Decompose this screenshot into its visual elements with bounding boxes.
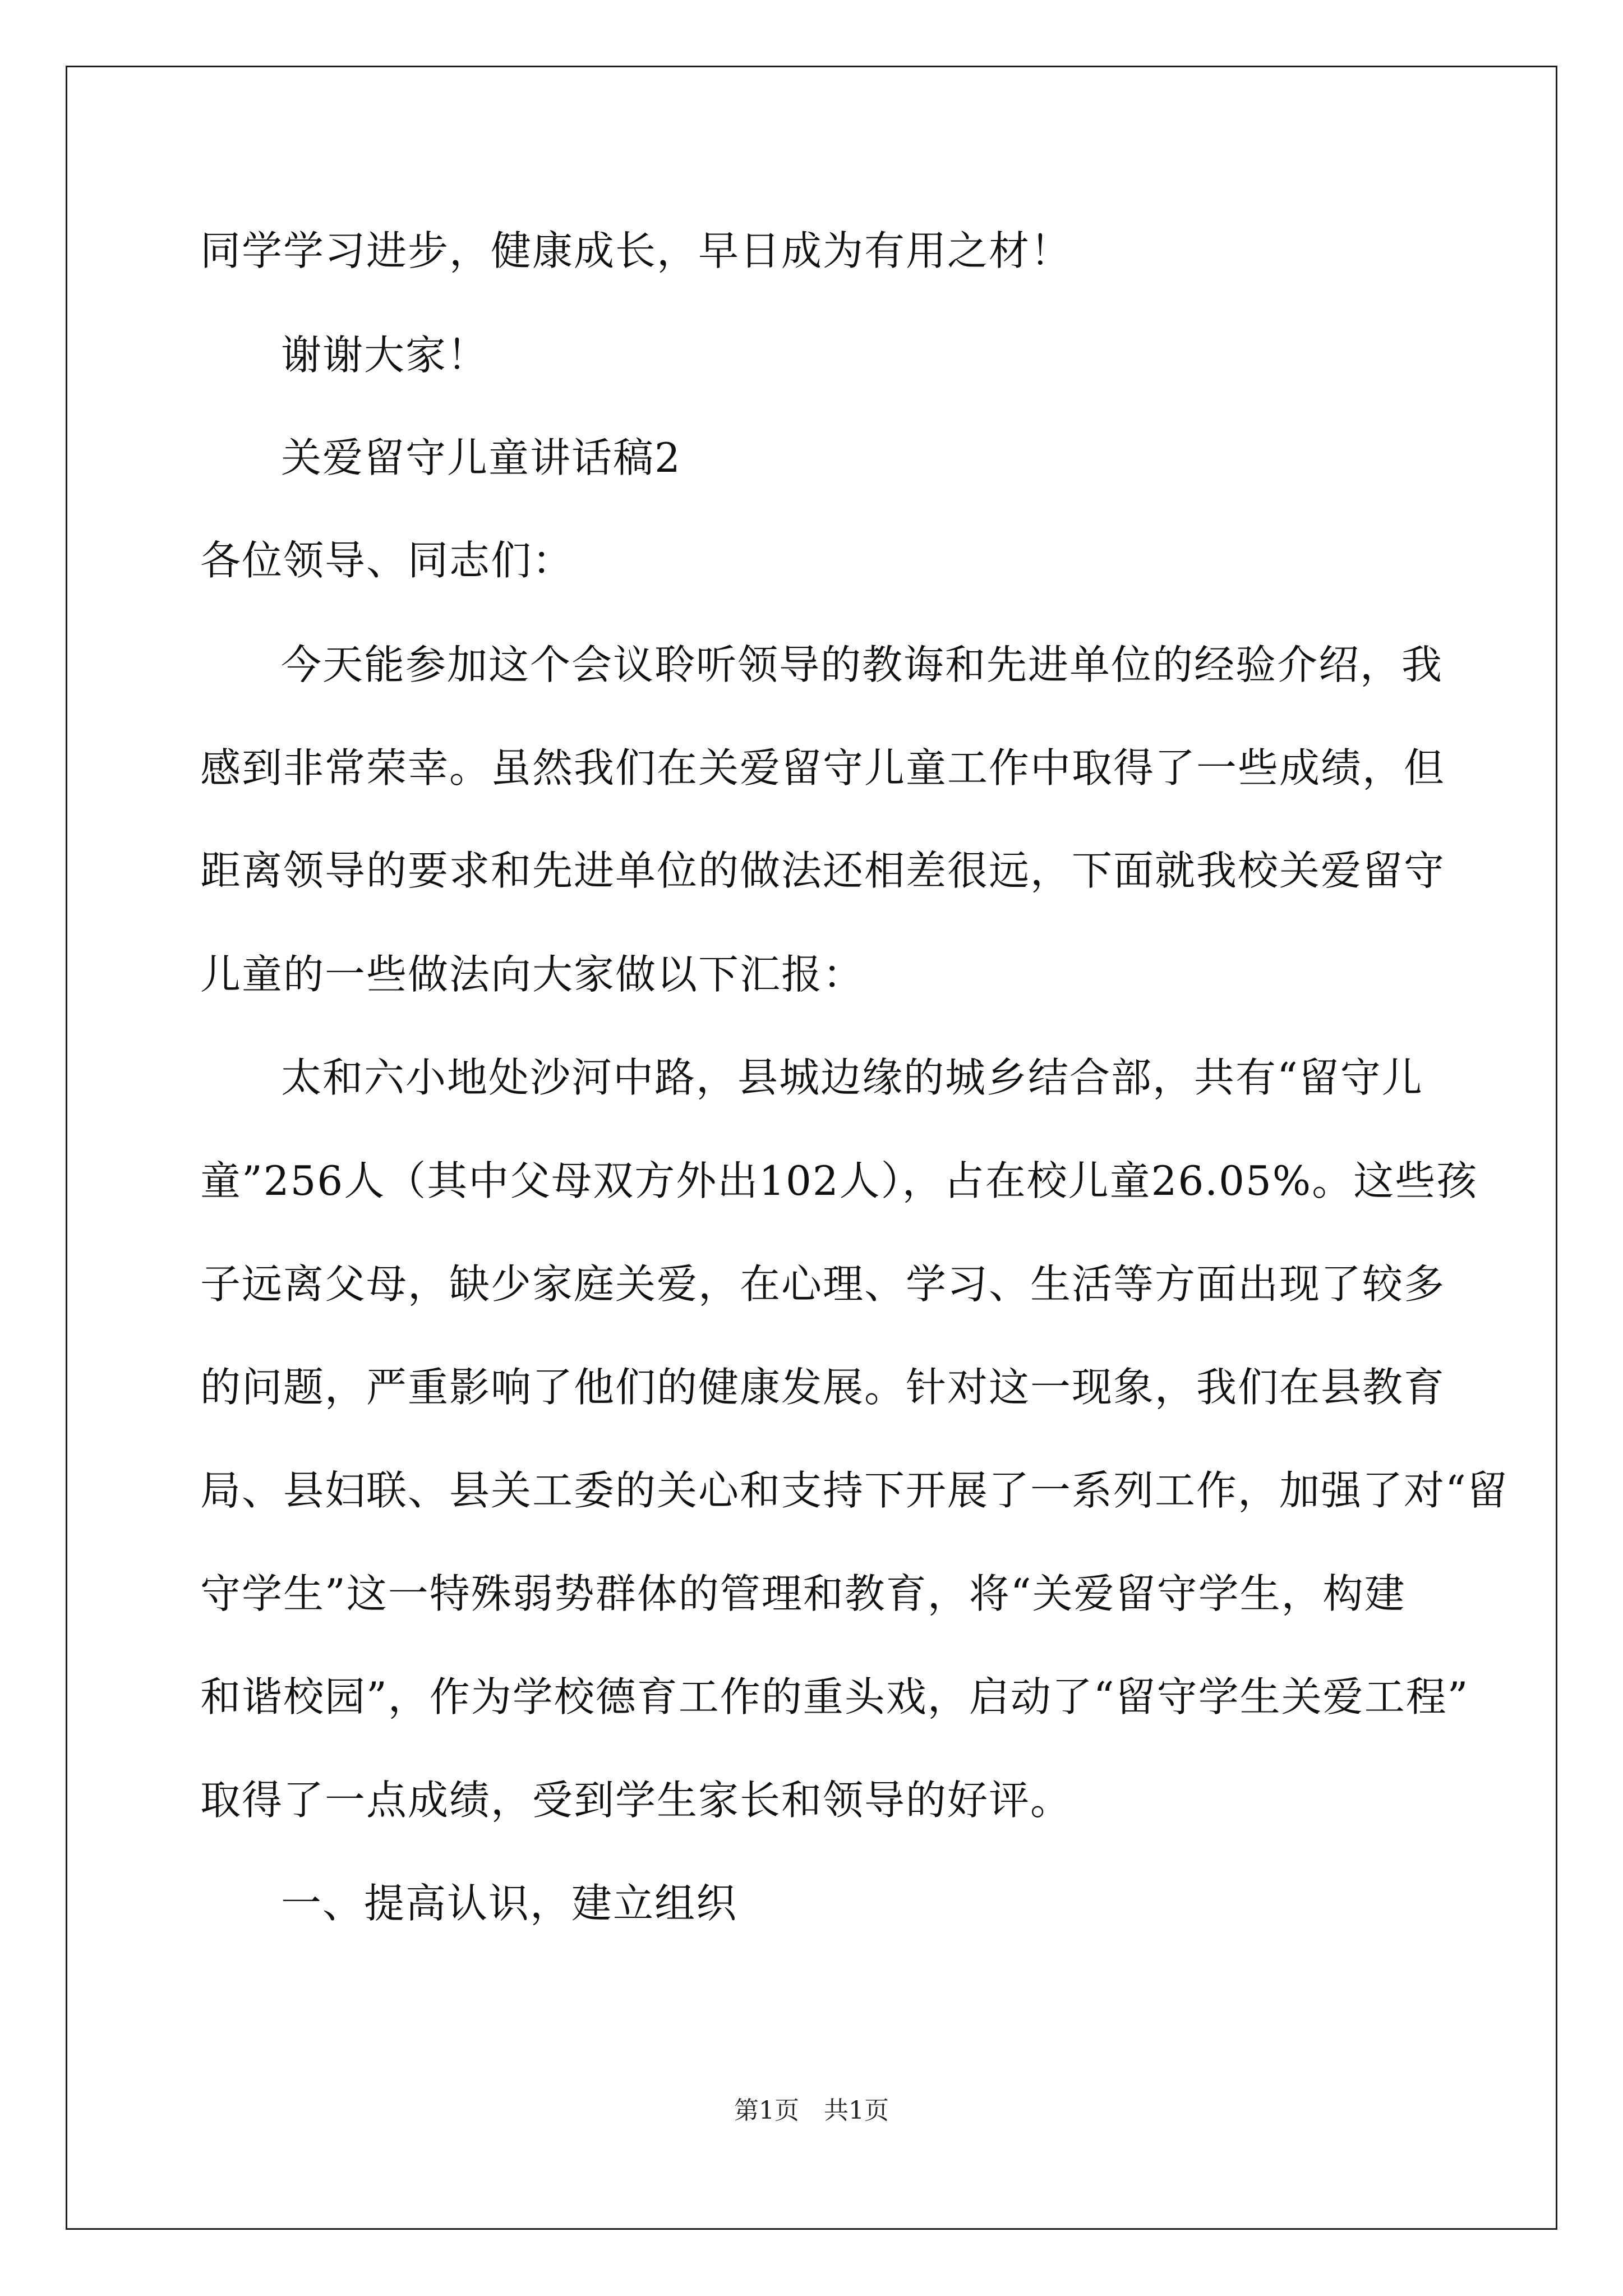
text-line: 童”256人（其中父母双方外出102人），占在校儿童26.05%。这些孩 [200,1157,1478,1204]
salutation: 各位领导、同志们： [200,537,574,584]
text-line: 儿童的一些做法向大家做以下汇报： [200,951,865,998]
text-line: 子远离父母，缺少家庭关爱，在心理、学习、生活等方面出现了较多 [200,1260,1446,1308]
page-footer: 第1页 共1页 [734,2096,889,2125]
text-line: 同学学习进步，健康成长，早日成为有用之材！ [200,227,1072,274]
text-line: 的问题，严重影响了他们的健康发展。针对这一现象，我们在县教育 [200,1364,1446,1411]
section-title: 关爱留守儿童讲话稿2 [281,434,681,481]
text-line: 局、县妇联、县关工委的关心和支持下开展了一系列工作，加强了对“留 [200,1467,1509,1514]
section-heading: 一、提高认识，建立组织 [281,1880,738,1927]
text-line: 距离领导的要求和先进单位的做法还相差很远，下面就我校关爱留守 [200,847,1446,894]
text-line: 太和六小地处沙河中路，县城边缘的城乡结合部，共有“留守儿 [281,1054,1423,1101]
text-line: 今天能参加这个会议聆听领导的教诲和先进单位的经验介绍，我 [281,641,1444,688]
text-line: 谢谢大家！ [281,332,489,379]
text-line: 守学生”这一特殊弱势群体的管理和教育，将“关爱留守学生，构建 [200,1570,1406,1617]
text-line: 取得了一点成绩，受到学生家长和领导的好评。 [200,1777,1072,1824]
text-line: 和谐校园”，作为学校德育工作的重头戏，启动了“留守学生关爱工程” [200,1673,1469,1720]
text-line: 感到非常荣幸。虽然我们在关爱留守儿童工作中取得了一些成绩，但 [200,744,1446,792]
